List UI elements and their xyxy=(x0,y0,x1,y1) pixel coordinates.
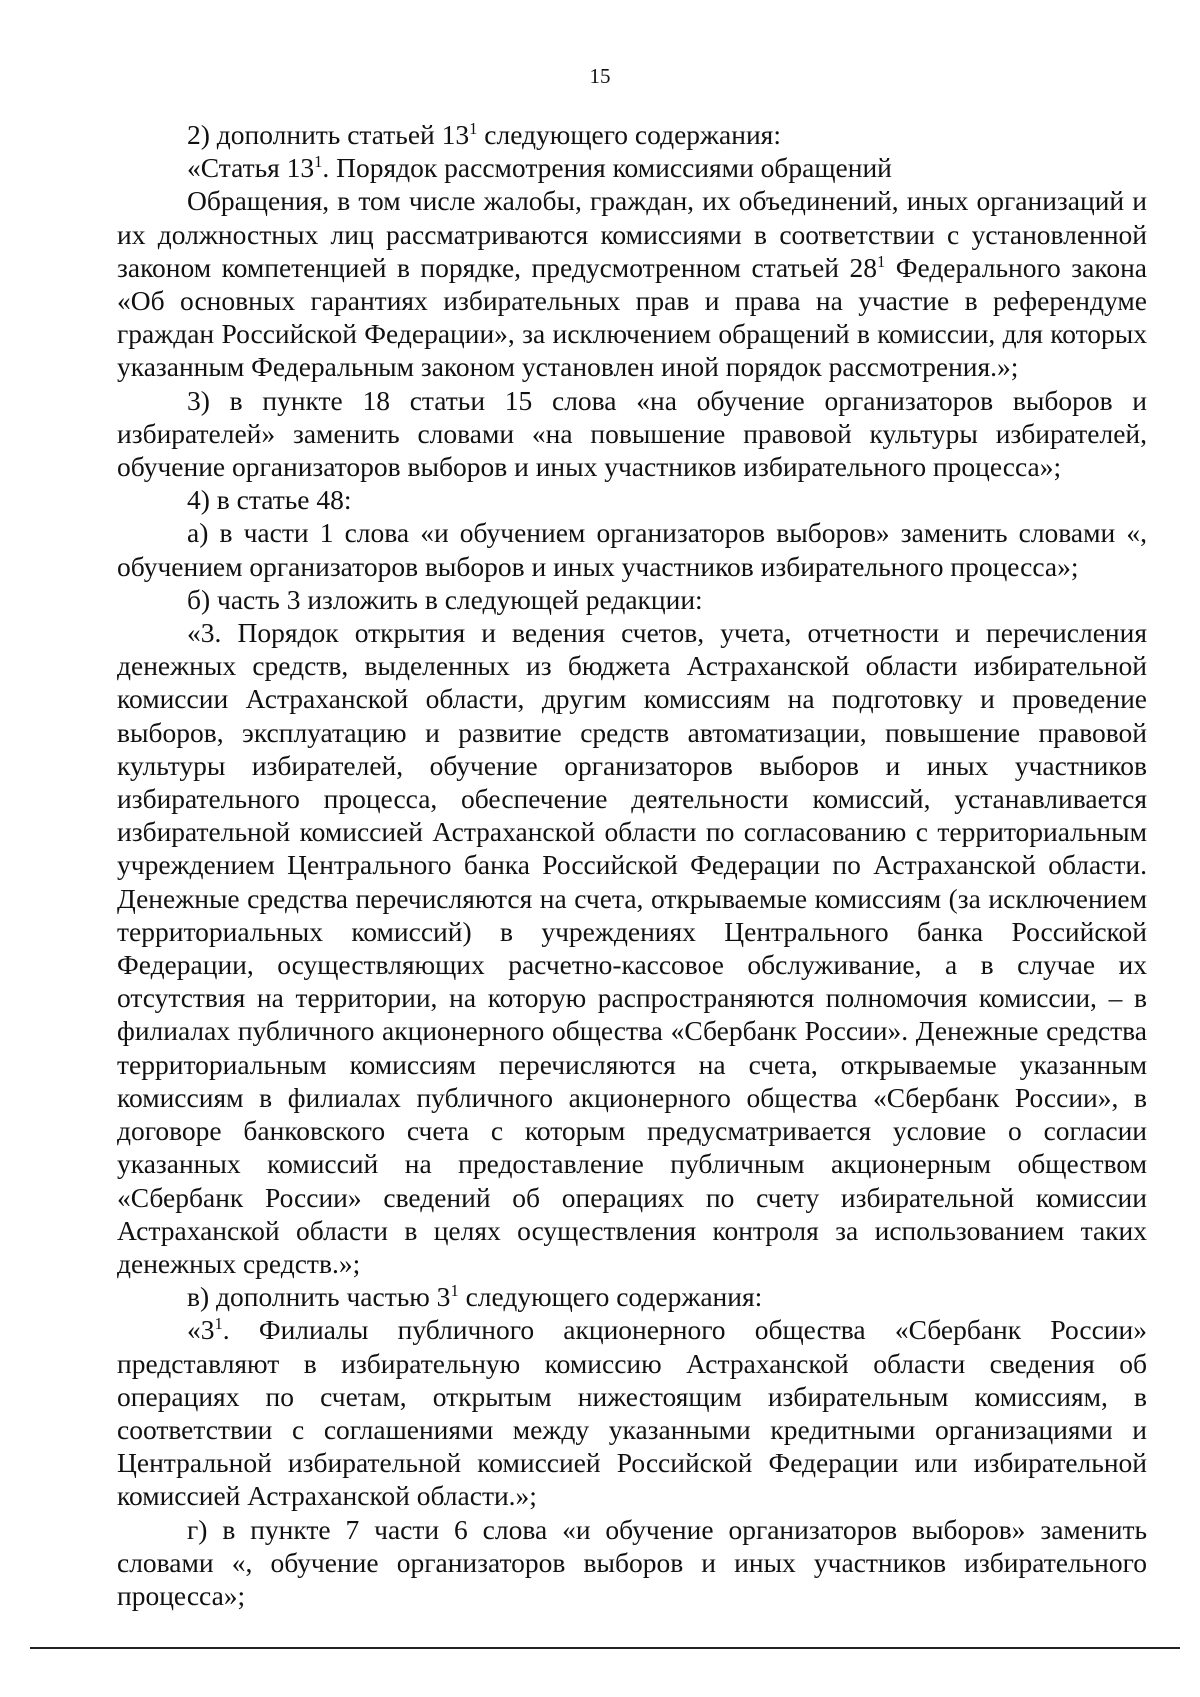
paragraph-text: . Филиалы публичного акционерного общества «Сбербанк России» представляют в избирательную комиссию Астраханской области сведения об операциях по счетам, открытым нижестоящим избирательным комиссиям, в соответствии с соглашениями между указанными кредитными организациями и Центральной избирательной комиссией Российской Федерации или избирательной комиссией Астраханской области.»; xyxy=(117,1314,1147,1512)
paragraph-text: 2) дополнить статьей 13 xyxy=(187,119,470,150)
superscript: 1 xyxy=(450,1280,459,1300)
document-body xyxy=(117,118,1147,1612)
superscript: 1 xyxy=(469,118,478,138)
paragraph-item-g: г) в пункте 7 части 6 слова «и обучение организаторов выборов» заменить словами «, обучение организаторов выборов и иных участников избирательного процесса»; xyxy=(117,1513,1147,1611)
superscript: 1 xyxy=(214,1314,223,1334)
paragraph-part-3-1 xyxy=(117,1313,1147,1512)
paragraph-item-b: б) часть 3 изложить в следующей редакции: xyxy=(187,583,703,615)
article-heading xyxy=(117,151,1147,184)
paragraph-appeals xyxy=(117,184,1147,383)
superscript: 1 xyxy=(877,251,886,271)
paragraph-amendment-3: 3) в пункте 18 статьи 15 слова «на обучение организаторов выборов и избирателей» заменить словами «на повышение правовой культуры избирателей, обучение организаторов выборов и иных участников избирательного процесса»; xyxy=(117,384,1147,483)
superscript: 1 xyxy=(314,152,323,172)
paragraph-text: Обращения, в том числе жалобы, граждан, их объединений, иных организаций и их должностных лиц рассматриваются комиссиями в соответствии с установленной законом компетенцией в порядке, предусмотренном статьей 28 xyxy=(117,185,1147,283)
page-number: 15 xyxy=(589,64,611,88)
footer-rule xyxy=(30,1647,1180,1649)
paragraph-text: Федерального закона «Об основных гарантиях избирательных прав и права на участие в референдуме граждан Российской Федерации», за исключением обращений в комиссии, для которых указанным Федеральным законом установлен иной порядок рассмотрения.»; xyxy=(117,251,1147,383)
paragraph-amendment-2 xyxy=(117,118,1147,151)
paragraph-text: . Порядок рассмотрения комиссиями обращений xyxy=(322,152,892,184)
paragraph-text: следующего содержания: xyxy=(477,119,781,150)
paragraph-text: следующего содержания: xyxy=(458,1281,763,1313)
paragraph-text: «3 xyxy=(187,1314,215,1346)
paragraph-text: «Статья 13 xyxy=(187,152,315,184)
paragraph-text: в) дополнить частью 3 xyxy=(187,1281,451,1313)
paragraph-amendment-4: 4) в статье 48: xyxy=(187,484,352,516)
paragraph-item-v xyxy=(117,1280,1147,1313)
paragraph-part-3: «3. Порядок открытия и ведения счетов, учета, отчетности и перечисления денежных средств, выделенных из бюджета Астраханской области избирательной комиссии Астраханской области, другим комиссиям на подготовку и проведение выборов, эксплуатацию и развитие средств автоматизации, повышение правовой культуры избирателей, обучение организаторов выборов и иных участников избирательного процесса, обеспечение деятельности комиссий, устанавливается избирательной комиссией Астраханской области по согласованию с территориальным учреждением Центрального банка Российской Федерации по Астраханской области. Денежные средства перечисляются на счета, открываемые комиссиям (за исключением территориальных комиссий) в учреждениях Центрального банка Российской Федерации, осуществляющих расчетно-кассовое обслуживание, а в случае их отсутствия на территории, на которую распространяются полномочия комиссии, – в филиалах публичного акционерного общества «Сбербанк России». Денежные средства территориальным комиссиям перечисляются на счета, открываемые указанным комиссиям в филиалах публичного акционерного общества «Сбербанк России», в договоре банковского счета с которым предусматривается условие о согласии указанных комиссий на предоставление публичным акционерным обществом «Сбербанк России» сведений об операциях по счету избирательной комиссии Астраханской области в целях осуществления контроля за использованием таких денежных средств.»; xyxy=(117,617,1147,1279)
paragraph-item-a: а) в части 1 слова «и обучением организаторов выборов» заменить словами «, обучением организаторов выборов и иных участников избирательного процесса»; xyxy=(117,517,1147,582)
